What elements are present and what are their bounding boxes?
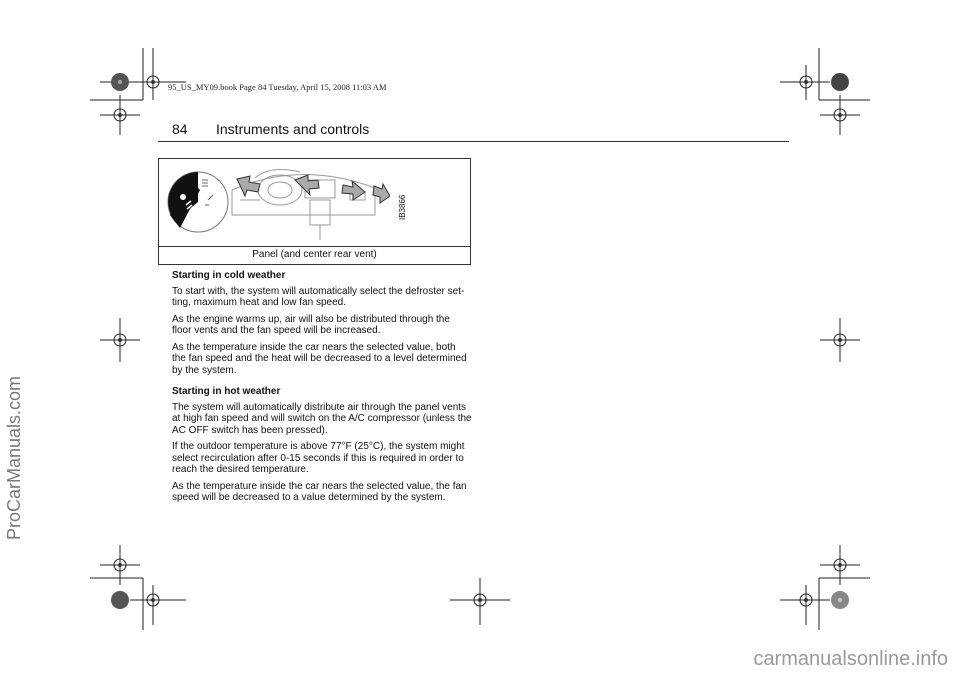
paragraph: If the outdoor temperature is above 77°F (25°C), the system might select recirculation after 0-15 seconds if this is required in order to reach the desired temperature.	[172, 441, 465, 475]
section-heading-cold: Starting in cold weather	[172, 270, 286, 281]
airflow-control-icon	[168, 170, 228, 232]
paragraph: As the temperature inside the car nears the selected value, both the fan speed and the heat will be decreased to a level determined by the system.	[172, 341, 467, 376]
section-heading-hot: Starting in hot weather	[172, 386, 281, 397]
paragraph: To start with, the system will automatically select the defroster set-ting, maximum heat and low fan speed.	[172, 285, 465, 308]
page-number: 84	[172, 121, 188, 137]
watermark-left: ProCarManuals.com	[4, 375, 24, 540]
header-rule	[158, 141, 789, 142]
airflow-arrows	[237, 175, 390, 203]
paragraph: As the engine warms up, air will also be distributed through the floor vents and the fan speed will be increased.	[172, 313, 450, 336]
paragraph: The system will automatically distribute air through the panel vents at high fan speed and will switch on the A/C compressor (unless the AC OFF switch has been pressed).	[172, 401, 472, 436]
paragraph: As the temperature inside the car nears the selected value, the fan speed will be decreased to a value determined by the system.	[172, 480, 467, 503]
figure-code: IB3866	[398, 194, 407, 220]
dashboard-illustration	[160, 160, 390, 245]
body-text	[172, 270, 472, 509]
book-info: 95_US_MY09.book Page 84 Tuesday, April 15, 2008 11:03 AM	[168, 82, 387, 92]
figure-caption-divider	[158, 246, 471, 247]
figure-caption: Panel (and center rear vent)	[252, 249, 377, 260]
section-title: Instruments and controls	[216, 121, 370, 137]
watermark-bottom: carmanualsonline.info	[753, 648, 948, 670]
